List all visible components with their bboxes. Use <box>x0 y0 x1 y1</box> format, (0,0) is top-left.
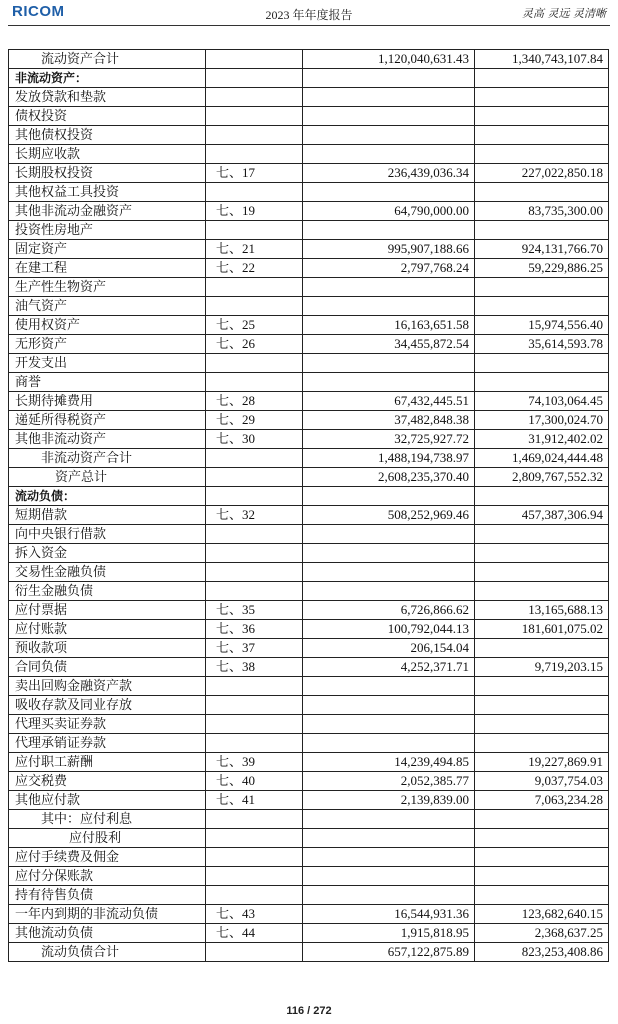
company-logo: RICOM <box>12 3 65 20</box>
table-row <box>9 563 609 582</box>
row-value-prior <box>475 107 609 126</box>
table-row <box>9 544 609 563</box>
row-label: 应交税费 <box>9 772 206 791</box>
table-row <box>9 297 609 316</box>
table-row <box>9 449 609 468</box>
row-label: 应付职工薪酬 <box>9 753 206 772</box>
table-row <box>9 316 609 335</box>
row-value-prior <box>475 829 609 848</box>
company-slogan: 灵高 灵远 灵清晰 <box>522 7 606 20</box>
row-value-current: 16,163,651.58 <box>303 316 475 335</box>
header-divider <box>8 25 610 26</box>
row-note <box>206 278 303 297</box>
row-note: 七、40 <box>206 772 303 791</box>
row-value-prior <box>475 886 609 905</box>
row-value-prior <box>475 582 609 601</box>
row-note: 七、37 <box>206 639 303 658</box>
row-value-prior <box>475 88 609 107</box>
table-row <box>9 164 609 183</box>
row-note: 七、43 <box>206 905 303 924</box>
row-value-prior: 83,735,300.00 <box>475 202 609 221</box>
table-row <box>9 506 609 525</box>
row-note <box>206 867 303 886</box>
table-row <box>9 658 609 677</box>
table-row <box>9 905 609 924</box>
row-label: 商誉 <box>9 373 206 392</box>
row-value-current: 657,122,875.89 <box>303 943 475 962</box>
report-title: 2023 年年度报告 <box>265 8 353 22</box>
row-value-prior <box>475 145 609 164</box>
table-row <box>9 677 609 696</box>
row-value-prior: 1,340,743,107.84 <box>475 50 609 69</box>
row-label: 代理承销证券款 <box>9 734 206 753</box>
row-note: 七、39 <box>206 753 303 772</box>
table-row <box>9 354 609 373</box>
row-value-prior <box>475 563 609 582</box>
section-header-row <box>9 487 609 506</box>
row-label: 长期股权投资 <box>9 164 206 183</box>
row-note: 七、38 <box>206 658 303 677</box>
row-label: 其他流动负债 <box>9 924 206 943</box>
row-note: 七、30 <box>206 430 303 449</box>
row-value-current: 37,482,848.38 <box>303 411 475 430</box>
row-note: 七、26 <box>206 335 303 354</box>
row-note <box>206 297 303 316</box>
row-value-prior: 823,253,408.86 <box>475 943 609 962</box>
row-value-prior: 35,614,593.78 <box>475 335 609 354</box>
row-value-prior: 227,022,850.18 <box>475 164 609 183</box>
table-row <box>9 430 609 449</box>
row-label: 应付分保账款 <box>9 867 206 886</box>
row-label: 递延所得税资产 <box>9 411 206 430</box>
row-value-current: 64,790,000.00 <box>303 202 475 221</box>
row-value-prior: 19,227,869.91 <box>475 753 609 772</box>
row-value-prior <box>475 69 609 88</box>
row-value-prior <box>475 867 609 886</box>
row-value-current <box>303 145 475 164</box>
row-value-current <box>303 221 475 240</box>
table-row <box>9 145 609 164</box>
row-value-prior: 2,809,767,552.32 <box>475 468 609 487</box>
row-value-current: 508,252,969.46 <box>303 506 475 525</box>
row-value-current <box>303 278 475 297</box>
row-value-current <box>303 810 475 829</box>
row-note: 七、35 <box>206 601 303 620</box>
row-value-prior: 15,974,556.40 <box>475 316 609 335</box>
row-value-current <box>303 373 475 392</box>
table-row <box>9 88 609 107</box>
row-note: 七、22 <box>206 259 303 278</box>
row-label: 流动负债合计 <box>9 943 206 962</box>
row-value-prior <box>475 487 609 506</box>
row-value-current <box>303 715 475 734</box>
row-note <box>206 696 303 715</box>
row-note: 七、41 <box>206 791 303 810</box>
row-note <box>206 354 303 373</box>
row-value-prior <box>475 677 609 696</box>
row-note <box>206 563 303 582</box>
row-note <box>206 221 303 240</box>
row-note: 七、17 <box>206 164 303 183</box>
row-note: 七、29 <box>206 411 303 430</box>
row-value-current: 1,488,194,738.97 <box>303 449 475 468</box>
row-value-current <box>303 734 475 753</box>
row-value-current <box>303 69 475 88</box>
row-value-current: 1,120,040,631.43 <box>303 50 475 69</box>
row-value-current: 2,139,839.00 <box>303 791 475 810</box>
table-row <box>9 107 609 126</box>
table-row <box>9 696 609 715</box>
table-row <box>9 886 609 905</box>
row-note: 七、36 <box>206 620 303 639</box>
row-value-prior <box>475 278 609 297</box>
row-note: 七、28 <box>206 392 303 411</box>
row-note: 七、19 <box>206 202 303 221</box>
row-value-prior <box>475 848 609 867</box>
row-label: 应付股利 <box>9 829 206 848</box>
row-value-prior: 924,131,766.70 <box>475 240 609 259</box>
row-value-prior: 59,229,886.25 <box>475 259 609 278</box>
row-label: 长期待摊费用 <box>9 392 206 411</box>
row-value-current <box>303 107 475 126</box>
row-label: 其中：应付利息 <box>9 810 206 829</box>
section-header-row <box>9 69 609 88</box>
row-value-current <box>303 829 475 848</box>
row-label: 其他非流动资产 <box>9 430 206 449</box>
table-row <box>9 259 609 278</box>
row-value-current: 6,726,866.62 <box>303 601 475 620</box>
row-value-prior: 13,165,688.13 <box>475 601 609 620</box>
table-row <box>9 848 609 867</box>
row-value-current: 2,797,768.24 <box>303 259 475 278</box>
row-note <box>206 145 303 164</box>
table-row <box>9 715 609 734</box>
row-label: 一年内到期的非流动负债 <box>9 905 206 924</box>
row-value-current <box>303 183 475 202</box>
row-value-current <box>303 867 475 886</box>
row-note: 七、25 <box>206 316 303 335</box>
row-value-current: 32,725,927.72 <box>303 430 475 449</box>
row-label: 无形资产 <box>9 335 206 354</box>
row-label: 其他非流动金融资产 <box>9 202 206 221</box>
table-row <box>9 943 609 962</box>
row-value-prior: 123,682,640.15 <box>475 905 609 924</box>
table-row <box>9 335 609 354</box>
row-value-prior <box>475 297 609 316</box>
balance-sheet-table <box>8 49 609 962</box>
row-note <box>206 886 303 905</box>
row-value-current: 2,608,235,370.40 <box>303 468 475 487</box>
row-value-current <box>303 525 475 544</box>
row-note <box>206 848 303 867</box>
row-value-current: 995,907,188.66 <box>303 240 475 259</box>
row-note <box>206 449 303 468</box>
table-row <box>9 639 609 658</box>
table-row <box>9 791 609 810</box>
row-label: 在建工程 <box>9 259 206 278</box>
row-label: 开发支出 <box>9 354 206 373</box>
row-label: 应付手续费及佣金 <box>9 848 206 867</box>
row-label: 非流动资产合计 <box>9 449 206 468</box>
row-value-current <box>303 886 475 905</box>
table-row <box>9 867 609 886</box>
row-label: 油气资产 <box>9 297 206 316</box>
row-label: 代理买卖证券款 <box>9 715 206 734</box>
row-note <box>206 183 303 202</box>
row-value-prior: 457,387,306.94 <box>475 506 609 525</box>
row-value-prior: 74,103,064.45 <box>475 392 609 411</box>
row-label: 固定资产 <box>9 240 206 259</box>
row-value-current <box>303 563 475 582</box>
row-label: 短期借款 <box>9 506 206 525</box>
row-value-current <box>303 297 475 316</box>
table-row <box>9 582 609 601</box>
table-row <box>9 373 609 392</box>
page-header <box>0 0 618 26</box>
row-value-current <box>303 88 475 107</box>
row-value-prior <box>475 373 609 392</box>
row-note <box>206 487 303 506</box>
table-row <box>9 601 609 620</box>
row-note <box>206 373 303 392</box>
table-row <box>9 183 609 202</box>
row-note <box>206 107 303 126</box>
table-row <box>9 772 609 791</box>
row-value-prior: 2,368,637.25 <box>475 924 609 943</box>
row-value-current <box>303 696 475 715</box>
row-value-prior: 181,601,075.02 <box>475 620 609 639</box>
row-label: 投资性房地产 <box>9 221 206 240</box>
row-value-prior: 9,037,754.03 <box>475 772 609 791</box>
row-label: 合同负债 <box>9 658 206 677</box>
table-row <box>9 753 609 772</box>
row-note <box>206 468 303 487</box>
row-note <box>206 50 303 69</box>
row-label: 使用权资产 <box>9 316 206 335</box>
page-number: 116 / 272 <box>286 1005 332 1017</box>
row-label: 卖出回购金融资产款 <box>9 677 206 696</box>
row-label: 拆入资金 <box>9 544 206 563</box>
row-value-current: 206,154.04 <box>303 639 475 658</box>
table-row <box>9 50 609 69</box>
row-note <box>206 544 303 563</box>
row-value-prior <box>475 734 609 753</box>
row-note: 七、44 <box>206 924 303 943</box>
row-note <box>206 525 303 544</box>
row-value-prior <box>475 354 609 373</box>
row-value-prior <box>475 525 609 544</box>
table-row <box>9 525 609 544</box>
row-label: 非流动资产： <box>9 69 206 88</box>
row-label: 衍生金融负债 <box>9 582 206 601</box>
row-value-current: 14,239,494.85 <box>303 753 475 772</box>
table-row <box>9 620 609 639</box>
row-note <box>206 126 303 145</box>
row-value-current: 1,915,818.95 <box>303 924 475 943</box>
row-value-current: 236,439,036.34 <box>303 164 475 183</box>
row-value-current: 16,544,931.36 <box>303 905 475 924</box>
row-note: 七、21 <box>206 240 303 259</box>
row-value-prior <box>475 639 609 658</box>
row-value-current <box>303 582 475 601</box>
row-label: 其他权益工具投资 <box>9 183 206 202</box>
row-label: 应付账款 <box>9 620 206 639</box>
table-row <box>9 468 609 487</box>
table-row <box>9 126 609 145</box>
row-value-prior: 1,469,024,444.48 <box>475 449 609 468</box>
row-label: 向中央银行借款 <box>9 525 206 544</box>
row-value-prior: 31,912,402.02 <box>475 430 609 449</box>
table-row <box>9 924 609 943</box>
row-value-prior: 9,719,203.15 <box>475 658 609 677</box>
row-value-current: 34,455,872.54 <box>303 335 475 354</box>
row-label: 交易性金融负债 <box>9 563 206 582</box>
row-value-prior <box>475 221 609 240</box>
row-note <box>206 715 303 734</box>
row-value-prior <box>475 810 609 829</box>
row-value-current <box>303 544 475 563</box>
table-row <box>9 810 609 829</box>
table-row <box>9 829 609 848</box>
row-value-current <box>303 487 475 506</box>
row-label: 应付票据 <box>9 601 206 620</box>
balance-sheet-body <box>9 50 609 962</box>
table-row <box>9 734 609 753</box>
row-label: 其他债权投资 <box>9 126 206 145</box>
row-value-current <box>303 677 475 696</box>
row-value-current: 67,432,445.51 <box>303 392 475 411</box>
row-note <box>206 810 303 829</box>
table-row <box>9 240 609 259</box>
row-note <box>206 734 303 753</box>
row-value-current <box>303 354 475 373</box>
row-note <box>206 829 303 848</box>
row-value-prior <box>475 126 609 145</box>
table-row <box>9 221 609 240</box>
row-label: 发放贷款和垫款 <box>9 88 206 107</box>
row-label: 流动负债： <box>9 487 206 506</box>
row-value-current <box>303 848 475 867</box>
row-note: 七、32 <box>206 506 303 525</box>
row-note <box>206 582 303 601</box>
row-value-prior <box>475 544 609 563</box>
table-row <box>9 278 609 297</box>
row-value-current <box>303 126 475 145</box>
row-note <box>206 88 303 107</box>
row-label: 预收款项 <box>9 639 206 658</box>
table-row <box>9 202 609 221</box>
row-label: 债权投资 <box>9 107 206 126</box>
row-label: 生产性生物资产 <box>9 278 206 297</box>
table-row <box>9 411 609 430</box>
row-label: 持有待售负债 <box>9 886 206 905</box>
row-value-current: 4,252,371.71 <box>303 658 475 677</box>
row-value-prior: 7,063,234.28 <box>475 791 609 810</box>
row-note <box>206 69 303 88</box>
row-value-prior <box>475 183 609 202</box>
row-label: 长期应收款 <box>9 145 206 164</box>
row-label: 其他应付款 <box>9 791 206 810</box>
row-value-current: 100,792,044.13 <box>303 620 475 639</box>
row-value-current: 2,052,385.77 <box>303 772 475 791</box>
row-label: 吸收存款及同业存放 <box>9 696 206 715</box>
row-value-prior: 17,300,024.70 <box>475 411 609 430</box>
row-label: 资产总计 <box>9 468 206 487</box>
row-value-prior <box>475 696 609 715</box>
row-note <box>206 943 303 962</box>
row-value-prior <box>475 715 609 734</box>
row-label: 流动资产合计 <box>9 50 206 69</box>
row-note <box>206 677 303 696</box>
table-row <box>9 392 609 411</box>
